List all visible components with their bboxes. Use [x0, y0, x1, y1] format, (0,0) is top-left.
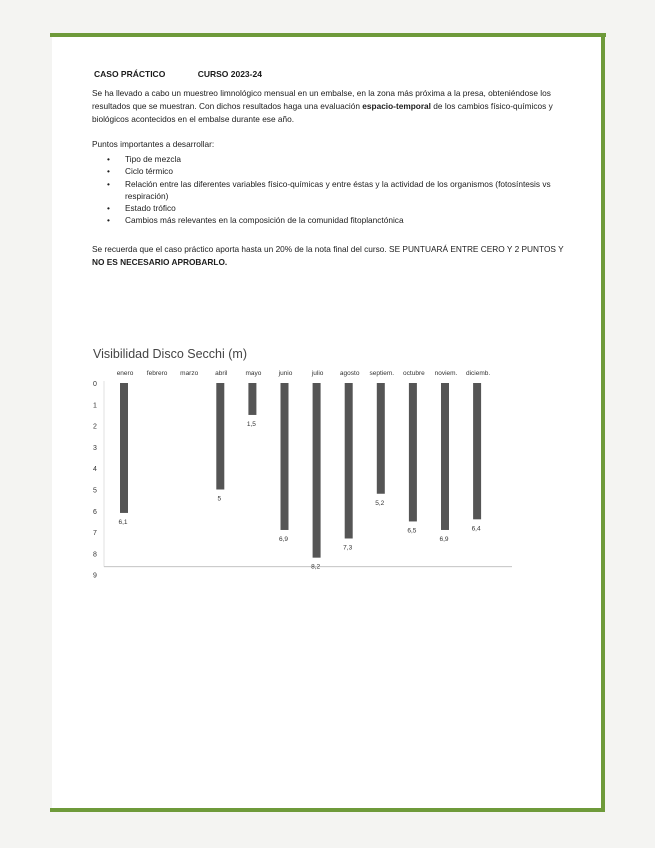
bar — [345, 383, 353, 538]
y-tick-label: 3 — [93, 444, 97, 452]
bar — [120, 383, 128, 513]
bar — [377, 383, 385, 494]
category-label: octubre — [403, 370, 425, 377]
data-label: 5,2 — [375, 499, 385, 507]
bar — [281, 383, 289, 530]
y-tick-label: 6 — [93, 508, 97, 516]
bar — [313, 383, 321, 558]
list-item: • Relación entre las diferentes variables físico-químicas y entre éstas y la actividad de los organismos (fotosíntesis vs respiración) — [92, 178, 562, 203]
data-label: 5 — [217, 495, 222, 503]
category-label: septiem. — [369, 370, 395, 377]
note-text: Se recuerda que el caso práctico aporta hasta un 20% de la nota final del curso. SE PUNTUARÁ ENTRE CERO Y 2 PUNTOS Y — [92, 244, 564, 254]
points-title: Puntos importantes a desarrollar: — [92, 139, 215, 149]
data-label: 6,9 — [439, 535, 449, 543]
bar — [216, 383, 224, 490]
course-label: CURSO 2023-24 — [197, 69, 262, 79]
intro-text-end: de los cambios físico-químicos y biológicos acontecidos en el embalse durante ese año. — [92, 101, 553, 124]
list-item: • Tipo de mezcla — [92, 153, 562, 165]
data-label: 6,5 — [407, 527, 417, 535]
bar — [409, 383, 417, 521]
category-label: enero — [116, 370, 134, 377]
y-tick-label: 7 — [93, 530, 97, 538]
bar — [248, 383, 256, 415]
y-tick-label: 5 — [93, 487, 97, 495]
data-label: 8,2 — [311, 563, 321, 571]
category-label: mayo — [245, 370, 262, 377]
category-label: agosto — [339, 370, 360, 377]
list-item: • Ciclo térmico — [92, 165, 562, 177]
note-emphasis: NO ES NECESARIO APROBARLO. — [92, 257, 228, 267]
bar — [441, 383, 449, 530]
category-label: diciemb. — [465, 370, 491, 377]
category-label: julio — [311, 370, 324, 377]
y-tick-label: 1 — [93, 402, 97, 410]
data-label: 1,5 — [246, 420, 256, 428]
y-tick-label: 2 — [93, 423, 97, 431]
data-label: 7,3 — [343, 544, 353, 552]
chart-title: Visibilidad Disco Secchi (m) — [93, 347, 247, 361]
y-tick-label: 9 — [93, 572, 97, 580]
data-label: 6,4 — [471, 525, 481, 533]
category-label: marzo — [180, 370, 199, 377]
category-label: febrero — [146, 370, 168, 377]
data-label: 6,9 — [278, 535, 289, 543]
case-label: CASO PRÁCTICO — [94, 69, 166, 79]
category-label: junio — [278, 370, 293, 377]
bar — [473, 383, 481, 519]
intro-emphasis: espacio-temporal — [362, 101, 431, 111]
data-label: 6,1 — [118, 518, 128, 526]
list-item: • Estado trófico — [92, 202, 562, 214]
y-tick-label: 4 — [93, 466, 97, 474]
y-tick-label: 8 — [93, 551, 97, 559]
y-tick-label: 0 — [93, 381, 97, 388]
category-label: abril — [215, 370, 228, 377]
list-item: • Cambios más relevantes en la composición de la comunidad fitoplanctónica — [92, 214, 562, 226]
intro-text: Se ha llevado a cabo un muestreo limnológico mensual en un embalse, en la zona más próxima a la presa, obteniéndose los resultados que se muestran. Con dichos resultados haga una evaluación — [92, 88, 551, 111]
category-label: noviem. — [434, 370, 458, 377]
